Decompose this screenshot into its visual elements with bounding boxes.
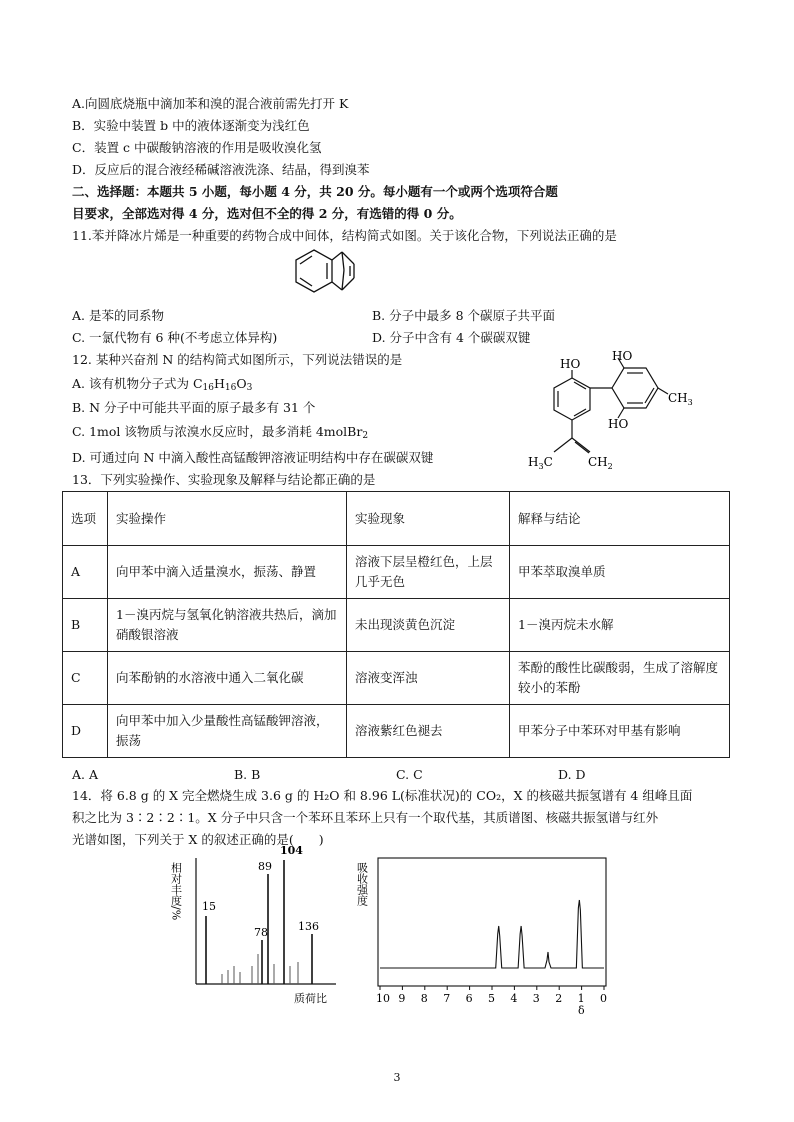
label-ho-top: HO [612, 349, 633, 363]
nmr-tick-label: 4 [510, 992, 518, 1005]
nmr-tick-label: 3 [532, 992, 540, 1005]
ms-peak-label-104: 104 [280, 844, 303, 857]
nmr-tick-label: 10 [376, 992, 390, 1005]
q12-option-c: C. 1mol 该物质与浓溴水反应时，最多消耗 4molBr$_2$ [72, 424, 369, 441]
table-row [63, 652, 730, 705]
nmr-tick-label: 5 [488, 992, 495, 1005]
q10-option-a: A.向圆底烧瓶中滴加苯和溴的混合液前需先打开 K [72, 96, 349, 111]
compound-n-structure [520, 349, 720, 476]
q10-option-b: B．实验中装置 b 中的液体逐渐变为浅红色 [72, 118, 310, 133]
table-row [63, 599, 730, 652]
nmr-tick-label: 2 [555, 992, 563, 1005]
row-c-phenomenon: 溶液变浑浊 [347, 652, 510, 705]
label-ch2: $CH_2$ [588, 455, 613, 471]
row-b-phenomenon: 未出现淡黄色沉淀 [347, 599, 510, 652]
q11-stem: 11.苯并降冰片烯是一种重要的药物合成中间体，结构简式如图。关于该化合物，下列说法正确的是 [72, 228, 617, 243]
row-d-conclusion: 甲苯分子中苯环对甲基有影响 [510, 705, 730, 758]
label-h3c: $H_3C$ [528, 455, 553, 471]
q14-line2: 积之比为 3∶2∶2∶1。X 分子中只含一个苯环且苯环上只有一个取代基，其质谱图、核磁共振氢谱与红外 [72, 810, 659, 825]
ms-peak-label-15: 15 [202, 900, 216, 913]
q13-choice-a: A. A [72, 767, 99, 782]
row-b-conclusion: 1－溴丙烷未水解 [510, 599, 730, 652]
nmr-ylabel: 吸收强度 [355, 862, 369, 906]
q10-option-c: C．装置 c 中碳酸钠溶液的作用是吸收溴化氢 [72, 140, 322, 155]
ms-xlabel: 质荷比 [294, 992, 327, 1005]
q12-option-a: A. 该有机物分子式为 $C_{16}H_{16}O_3$ [72, 376, 253, 393]
mass-spectrum-chart [169, 844, 346, 1005]
q11-option-c: C. 一氯代物有 6 种(不考虑立体异构) [72, 330, 278, 345]
table-row [63, 546, 730, 599]
q13-choice-c: C. C [396, 767, 423, 782]
q13-choice-d: D. D [558, 767, 586, 782]
nmr-tick-label: 7 [443, 992, 451, 1005]
benzonorbornene-structure [290, 246, 390, 302]
row-b-operation: 1－溴丙烷与氢氧化钠溶液共热后，滴加硝酸银溶液 [108, 599, 347, 652]
row-c-operation: 向苯酚钠的水溶液中通入二氧化碳 [108, 652, 347, 705]
nmr-tick-label: 8 [420, 992, 428, 1005]
ms-peak-label-78: 78 [254, 926, 268, 939]
q12-option-d: D. 可通过向 N 中滴入酸性高锰酸钾溶液证明结构中存在碳碳双键 [72, 450, 434, 465]
ms-peak-label-136: 136 [298, 920, 319, 933]
experiment-table [62, 491, 730, 758]
q11-option-b: B. 分子中最多 8 个碳原子共平面 [372, 308, 556, 323]
label-ho-left: HO [560, 357, 581, 371]
header-operation: 实验操作 [108, 492, 347, 546]
q10-option-d: D．反应后的混合液经稀碱溶液洗涤、结晶，得到溴苯 [72, 162, 370, 177]
nmr-frame [378, 858, 606, 986]
table-row [63, 705, 730, 758]
header-option: 选项 [63, 492, 108, 546]
row-d-operation: 向甲苯中加入少量酸性高锰酸钾溶液，振荡 [108, 705, 347, 758]
nmr-trace [380, 900, 604, 968]
row-b-label: B [63, 599, 108, 652]
nmr-xlabel: δ [578, 1004, 585, 1017]
row-c-label: C [63, 652, 108, 705]
q12-stem: 12. 某种兴奋剂 N 的结构简式如图所示，下列说法错误的是 [72, 352, 403, 367]
q13-stem: 13．下列实验操作、实验现象及解释与结论都正确的是 [72, 472, 376, 487]
q12-option-b: B. N 分子中可能共平面的原子最多有 31 个 [72, 400, 316, 415]
nmr-tick-label: 1 [577, 992, 585, 1005]
section-heading-line2: 目要求，全部选对得 4 分，选对但不全的得 2 分，有选错的得 0 分。 [72, 206, 462, 221]
nmr-spectrum-chart [355, 856, 620, 1017]
q14-line3: 光谱如图，下列关于 X 的叙述正确的是( ) [72, 832, 324, 847]
ms-peak-label-89: 89 [258, 860, 272, 873]
ms-ylabel: 相对丰度/% [169, 862, 183, 921]
row-a-operation: 向甲苯中滴入适量溴水，振荡、静置 [108, 546, 347, 599]
q11-option-d: D. 分子中含有 4 个碳碳双键 [372, 330, 531, 345]
q14-line1: 14．将 6.8 g 的 X 完全燃烧生成 3.6 g 的 H₂O 和 8.96 L(标准状况)的 CO₂，X 的核磁共振氢谱有 4 组峰且面 [72, 788, 693, 803]
q11-option-a: A. 是苯的同系物 [72, 308, 164, 323]
label-ho-bottom: HO [608, 417, 629, 431]
nmr-tick-label: 9 [398, 992, 406, 1005]
row-a-label: A [63, 546, 108, 599]
row-c-conclusion: 苯酚的酸性比碳酸弱，生成了溶解度较小的苯酚 [510, 652, 730, 705]
page-number: 3 [393, 1071, 401, 1084]
header-phenomenon: 实验现象 [347, 492, 510, 546]
row-d-label: D [63, 705, 108, 758]
row-a-phenomenon: 溶液下层呈橙红色，上层几乎无色 [347, 546, 510, 599]
header-conclusion: 解释与结论 [510, 492, 730, 546]
section-heading-line1: 二、选择题：本题共 5 小题，每小题 4 分，共 20 分。每小题有一个或两个选项符合题 [72, 184, 558, 199]
label-ch3: $CH_3$ [668, 391, 693, 407]
q13-choice-b: B. B [234, 767, 261, 782]
table-header-row [63, 492, 730, 546]
nmr-tick-label: 6 [465, 992, 473, 1005]
nmr-tick-label: 0 [600, 992, 607, 1005]
row-d-phenomenon: 溶液紫红色褪去 [347, 705, 510, 758]
row-a-conclusion: 甲苯萃取溴单质 [510, 546, 730, 599]
